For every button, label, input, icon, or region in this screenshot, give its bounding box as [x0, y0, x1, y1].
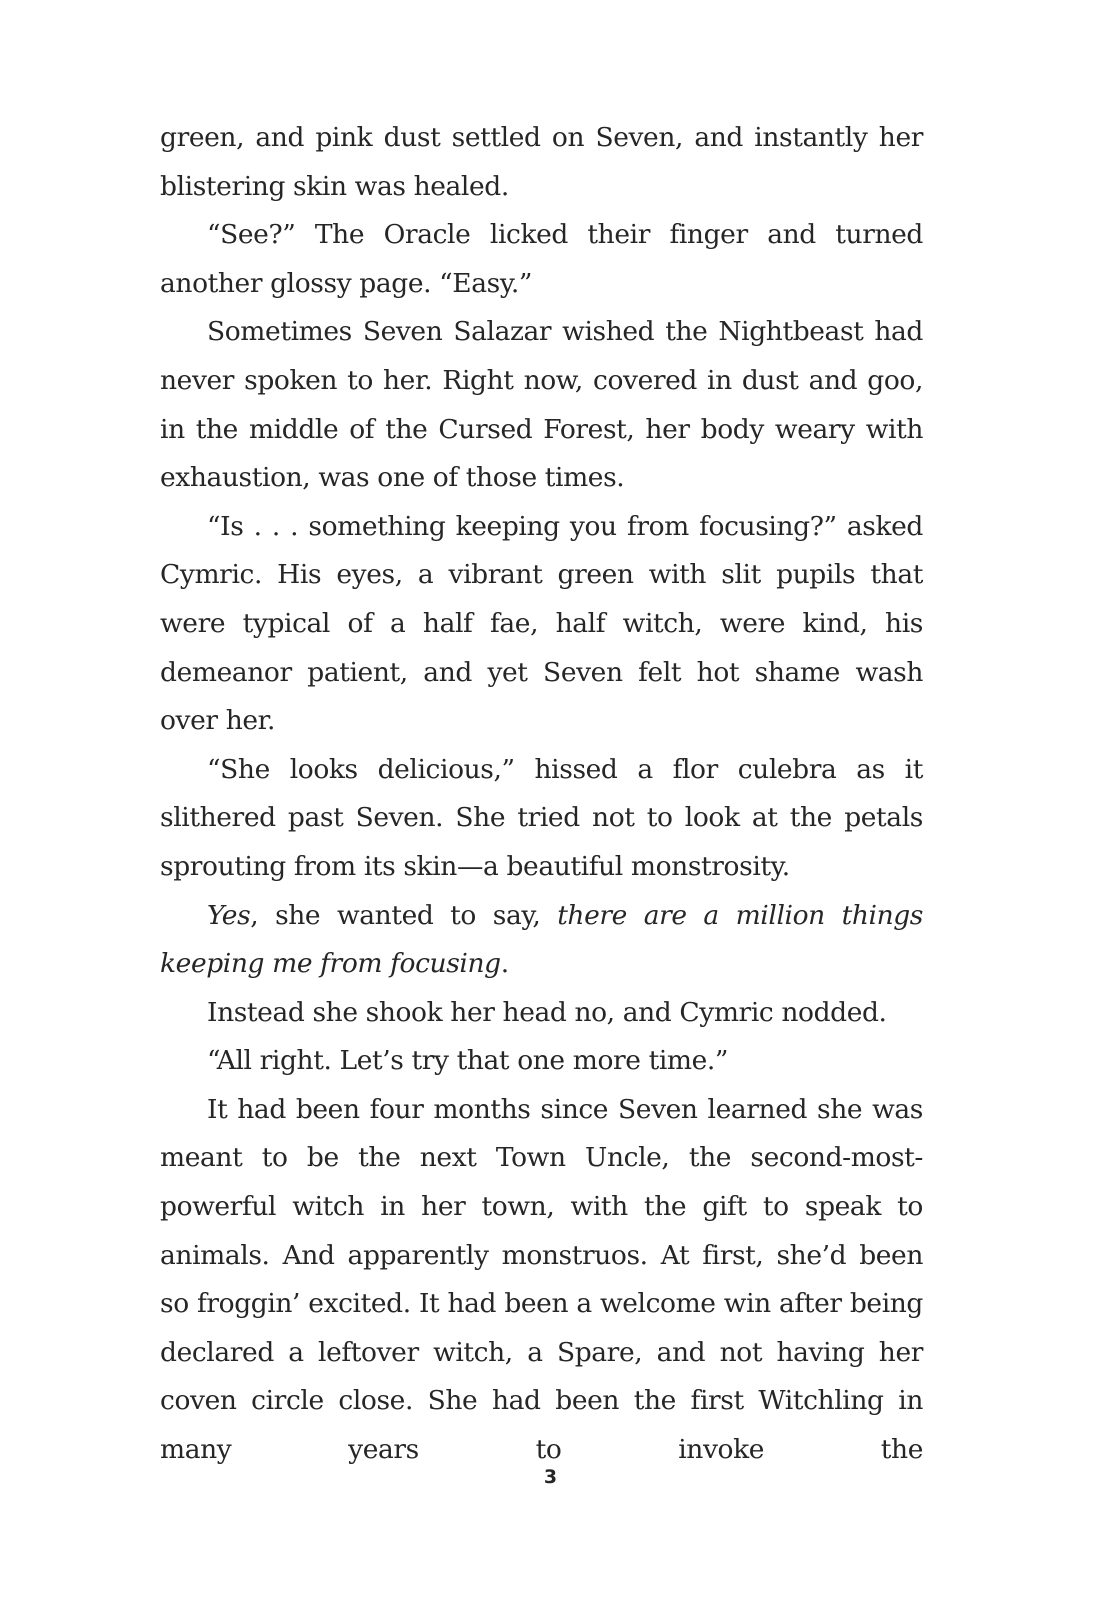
paragraph	[160, 114, 923, 211]
italic-text: there are a million things keeping me from focusing	[160, 899, 923, 980]
paragraph-text: “See?” The Oracle licked their finger and turned another glossy page. “Easy.”	[160, 219, 923, 299]
paragraph	[160, 211, 923, 308]
paragraph-text: It had been four months since Seven learned she was meant to be the next Town Uncle, the second-most-powerful witch in her town, with the gift to speak to animals. And apparently monstruos. At first, she’d been so froggin’ excited. It had been a welcome win after being declared a leftover witch, a Spare, and not having her coven circle close. She had been the first Witchling in many years to invoke the	[160, 1093, 923, 1466]
paragraph-text: “She looks delicious,” hissed a flor culebra as it slithered past Seven. She tried not to look at the petals sprouting from its skin—a beautiful monstrosity.	[160, 753, 923, 882]
paragraph-text: , she wanted to say,	[250, 899, 558, 931]
page-number: 3	[543, 1466, 558, 1488]
book-page-body	[160, 114, 923, 1475]
paragraph	[160, 989, 923, 1038]
paragraph-text: Sometimes Seven Salazar wished the Nightbeast had never spoken to her. Right now, covered in dust and goo, in the middle of the Cursed Forest, her body weary with exhaustion, was one of those times.	[160, 316, 923, 494]
italic-text: Yes	[207, 899, 251, 931]
paragraph-text: Instead she shook her head no, and Cymric nodded.	[207, 996, 887, 1028]
paragraph	[160, 503, 923, 746]
paragraph	[160, 746, 923, 892]
paragraph-text: green, and pink dust settled on Seven, and instantly her blistering skin was healed.	[160, 122, 923, 202]
paragraph	[160, 1086, 923, 1475]
paragraph	[160, 1037, 923, 1086]
paragraph-text: “All right. Let’s try that one more time.”	[207, 1045, 729, 1077]
paragraph	[160, 892, 923, 989]
paragraph-text: “Is . . . something keeping you from focusing?” asked Cymric. His eyes, a vibrant green with slit pupils that were typical of a half fae, half witch, were kind, his demeanor patient, and yet Seven felt hot shame wash over her.	[160, 510, 923, 737]
paragraph-text: .	[500, 948, 509, 980]
paragraph	[160, 308, 923, 502]
